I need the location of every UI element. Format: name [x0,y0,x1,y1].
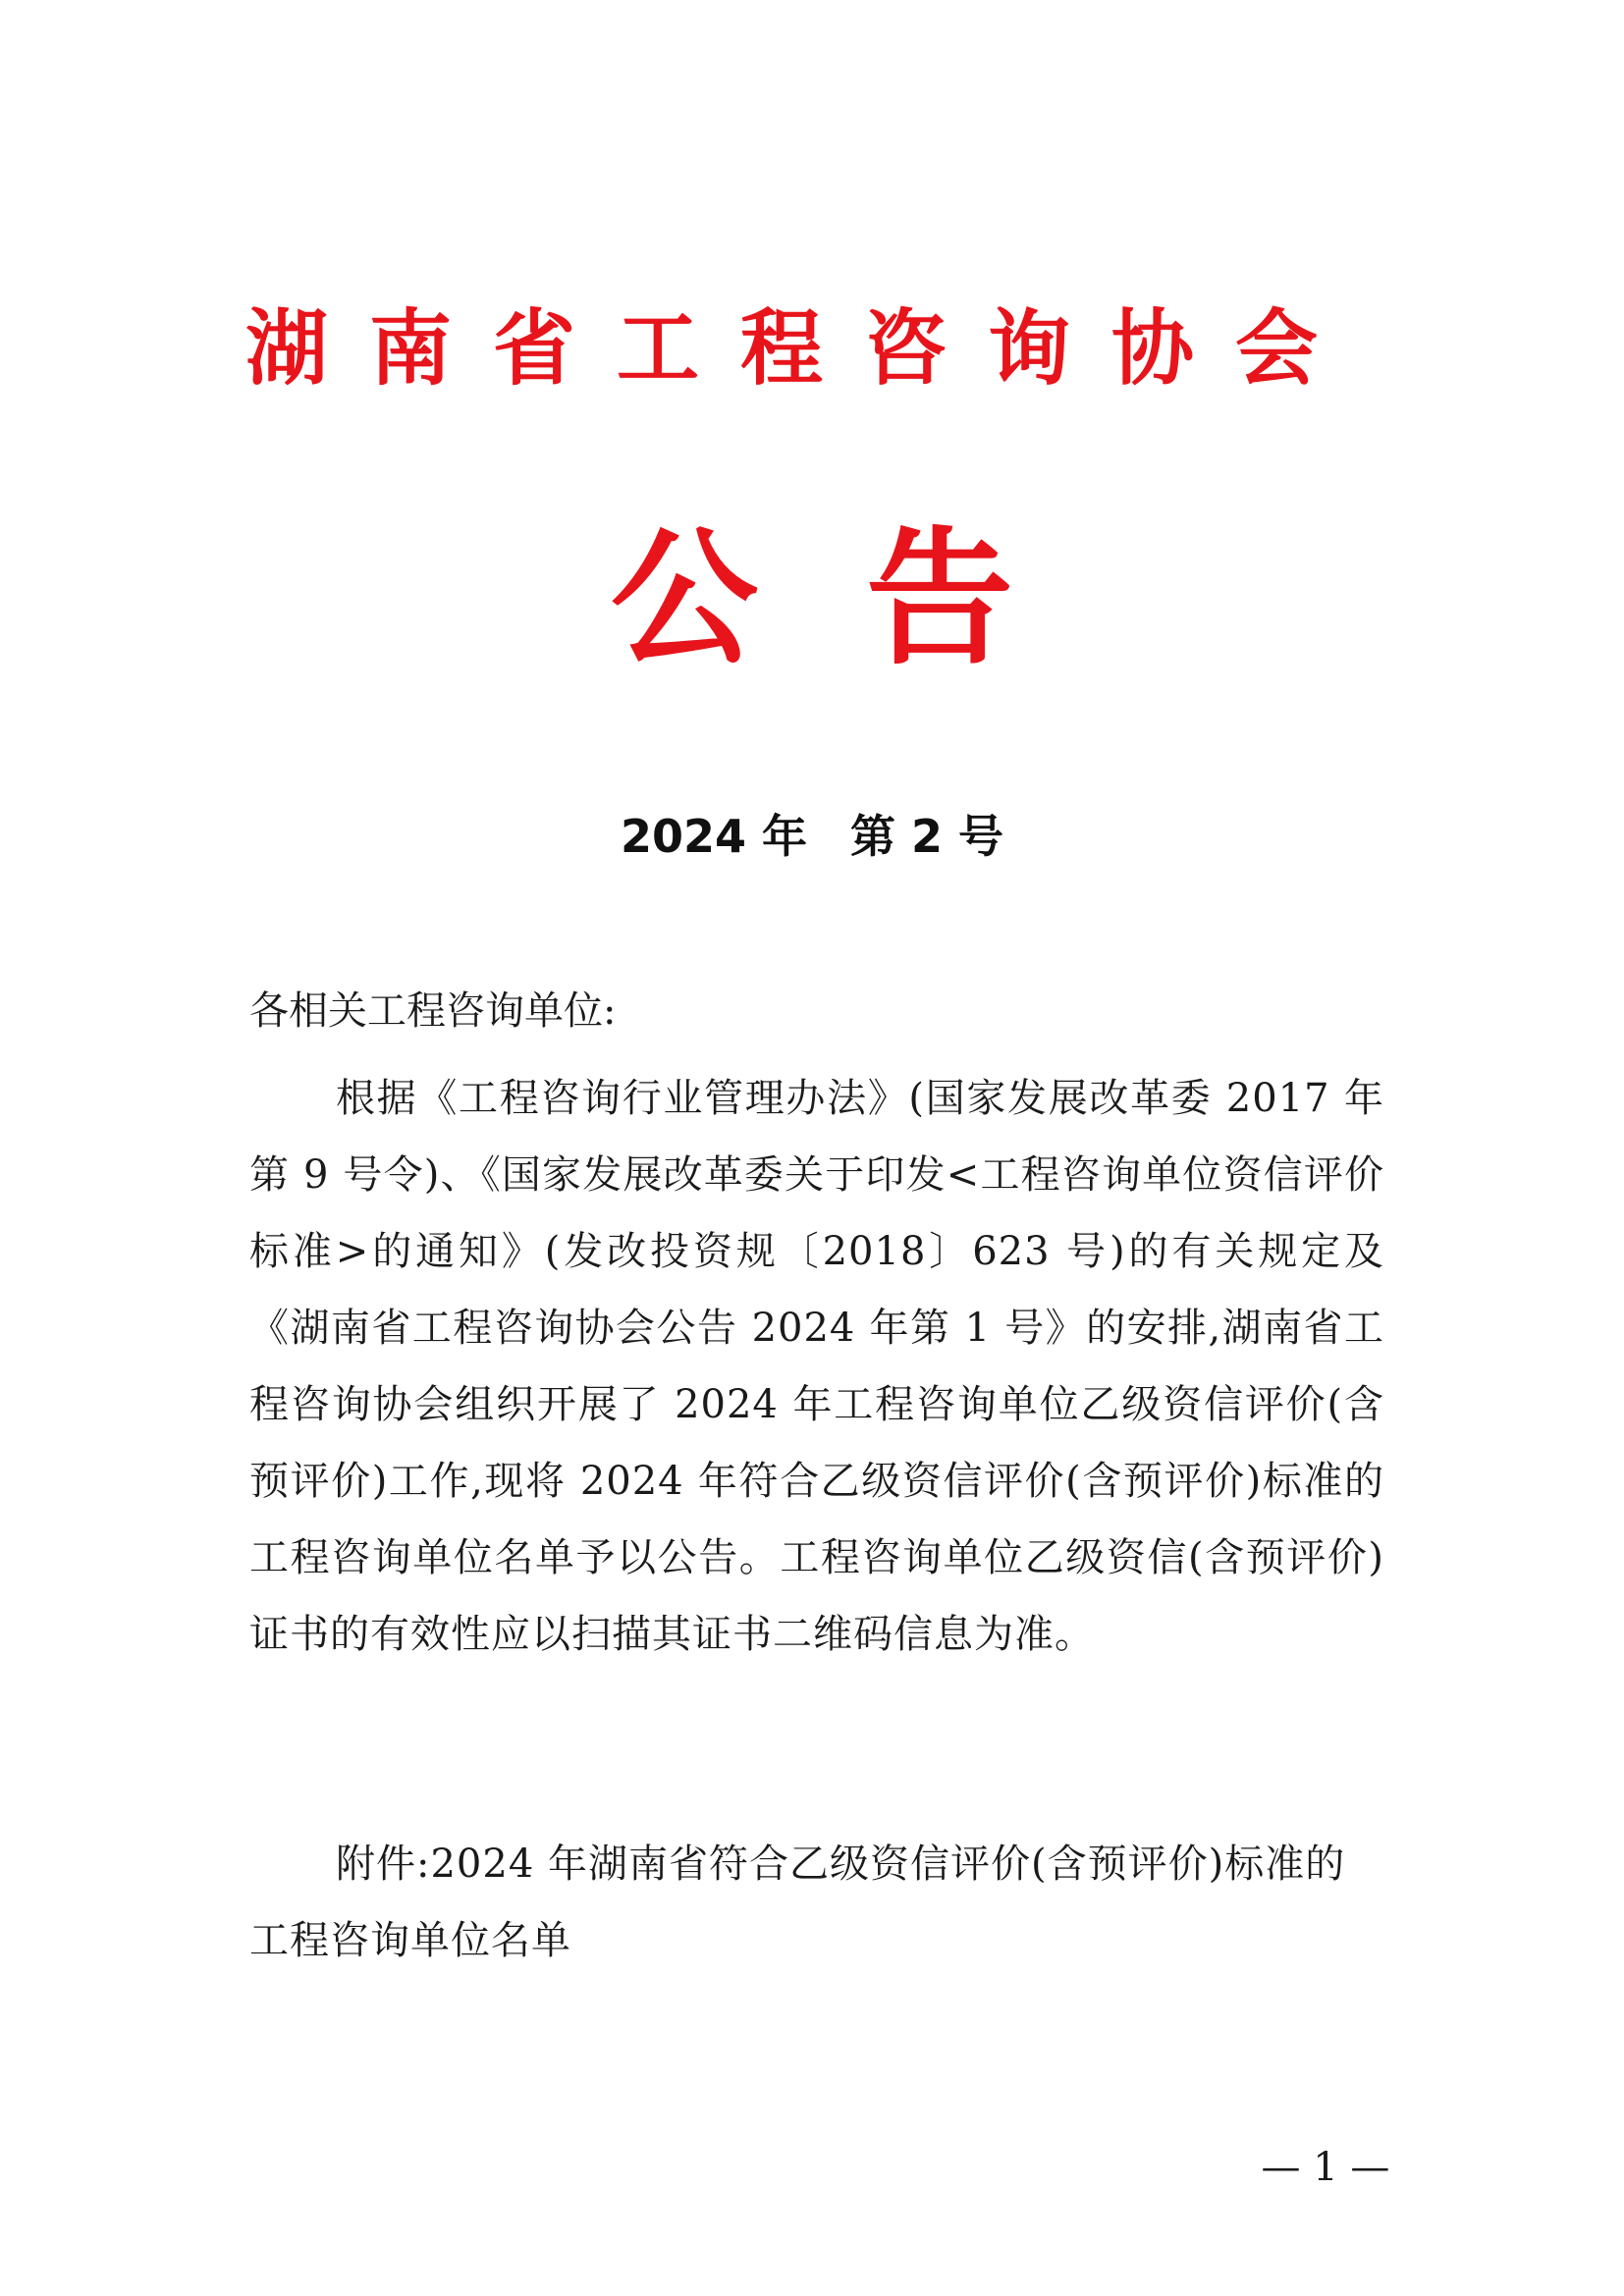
body-paragraph: 根据《工程咨询行业管理办法》(国家发展改革委 2017 年第 9 号令)、《国家发展改革委关于印发<工程咨询单位资信评价标准>的通知》(发改投资规〔2018〕623 号)的有关规定及《湖南省工程咨询协会公告 2024 年第 1 号》的安排,湖南省工程咨询协会组织开展了 2024 年工程咨询单位乙级资信评价(含预评价)工作,现将 2024 年符合乙级资信评价(含预评价)标准的工程咨询单位名单予以公告。工程咨询单位乙级资信(含预评价)证书的有效性应以扫描其证书二维码信息为准。 [249,1076,1384,1657]
document-year: 2024 年 [620,810,807,863]
salutation: 各相关工程咨询单位: [249,988,617,1034]
document-serial: 第 2 号 [850,810,1004,863]
organization-title: 湖南省工程咨询协会 [245,299,1360,397]
document-number [0,807,1624,866]
attachment-note: 附件:2024 年湖南省符合乙级资信评价(含预评价)标准的工程咨询单位名单 [249,1842,1346,1963]
page-number: — 1 — [1261,2145,1390,2190]
notice-title: 公告 [610,512,1121,685]
